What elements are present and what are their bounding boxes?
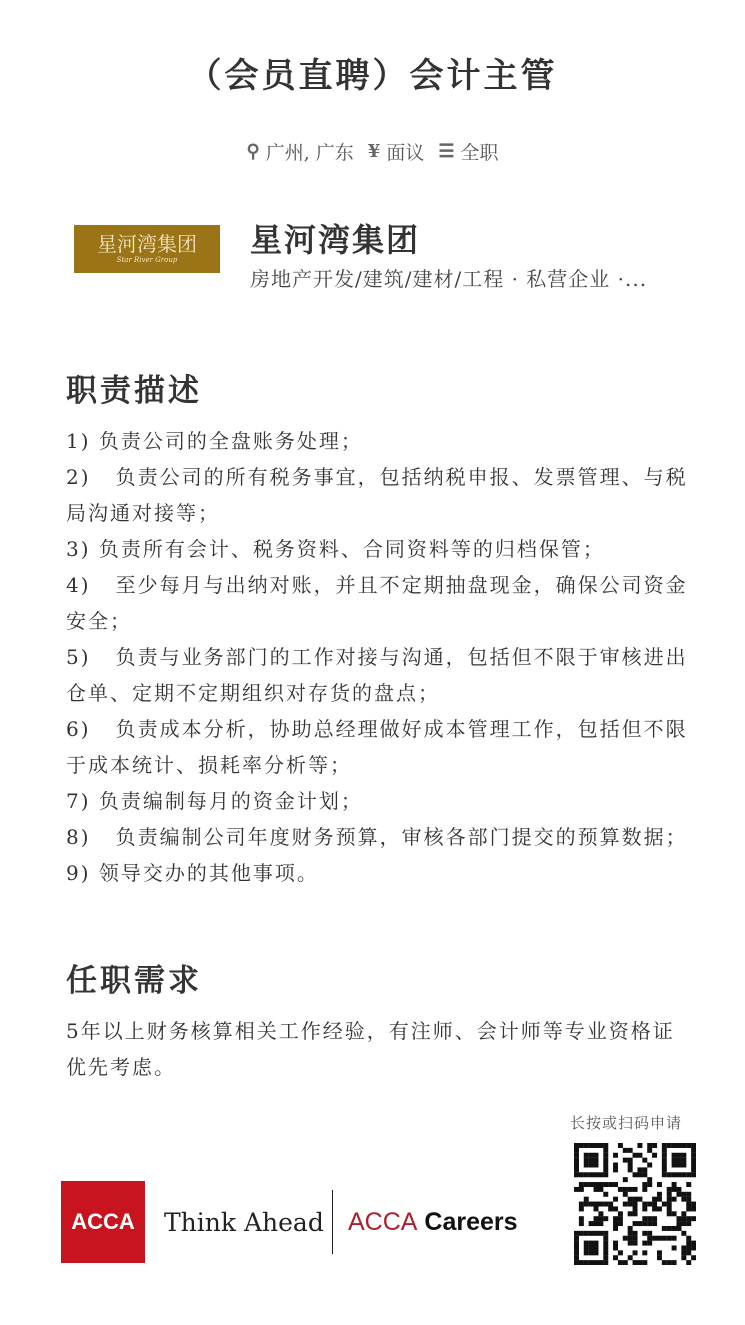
job-type-text: 全职 xyxy=(460,142,499,164)
logo-text: 星河湾集团 xyxy=(97,232,197,256)
qr-code[interactable] xyxy=(574,1143,696,1265)
duties-heading: 职责描述 xyxy=(66,373,202,409)
company-name[interactable]: 星河湾集团 xyxy=(250,221,421,259)
list-item: 4) 至少每月与出纳对账，并且不定期抽盘现金，确保公司资金安全； xyxy=(66,573,688,633)
list-item: 8) 负责编制公司年度财务预算，审核各部门提交的预算数据； xyxy=(66,825,688,849)
list-item: 6) 负责成本分析，协助总经理做好成本管理工作，包括但不限于成本统计、损耗率分析等； xyxy=(66,717,688,777)
map-pin-icon: ⚲ xyxy=(246,141,260,162)
logo-subtext: Star River Group xyxy=(116,256,178,264)
tagline: Think Ahead xyxy=(164,1208,324,1237)
job-meta xyxy=(0,138,745,165)
list-item: 5) 负责与业务部门的工作对接与沟通，包括但不限于审核进出仓单、定期不定期组织对存货的盘点； xyxy=(66,645,688,705)
list-icon: ☰ xyxy=(438,141,455,162)
list-item: 2) 负责公司的所有税务事宜，包括纳税申报、发票管理、与税局沟通对接等； xyxy=(66,465,688,525)
location-text: 广州, 广东 xyxy=(265,142,354,164)
company-logo xyxy=(74,225,220,273)
company-industry: 房地产开发/建筑/建材/工程 · 私营企业 ·... xyxy=(250,267,648,291)
location xyxy=(247,138,354,165)
list-item: 7) 负责编制每月的资金计划； xyxy=(66,789,363,813)
requirements-text: 5年以上财务核算相关工作经验，有注师、会计师等专业资格证优先考虑。 xyxy=(66,1019,675,1079)
scan-hint: 长按或扫码申请 xyxy=(570,1114,683,1132)
acca-logo: ACCA xyxy=(61,1181,145,1263)
salary-text: 面议 xyxy=(386,142,425,164)
list-item: 9) 领导交办的其他事项。 xyxy=(66,861,319,885)
job-type xyxy=(438,138,498,165)
requirements-heading: 任职需求 xyxy=(66,963,202,999)
job-title: （会员直聘）会计主管 xyxy=(187,56,558,96)
careers-acca: ACCA xyxy=(348,1208,418,1236)
duties-list xyxy=(66,423,691,891)
list-item: 1) 负责公司的全盘账务处理； xyxy=(66,429,363,453)
careers-word: Careers xyxy=(417,1208,518,1236)
yen-icon: ¥ xyxy=(367,141,381,162)
list-item: 3) 负责所有会计、税务资料、合同资料等的归档保管； xyxy=(66,537,605,561)
divider xyxy=(332,1190,333,1254)
acca-careers-logo xyxy=(348,1208,518,1237)
salary xyxy=(368,138,425,165)
